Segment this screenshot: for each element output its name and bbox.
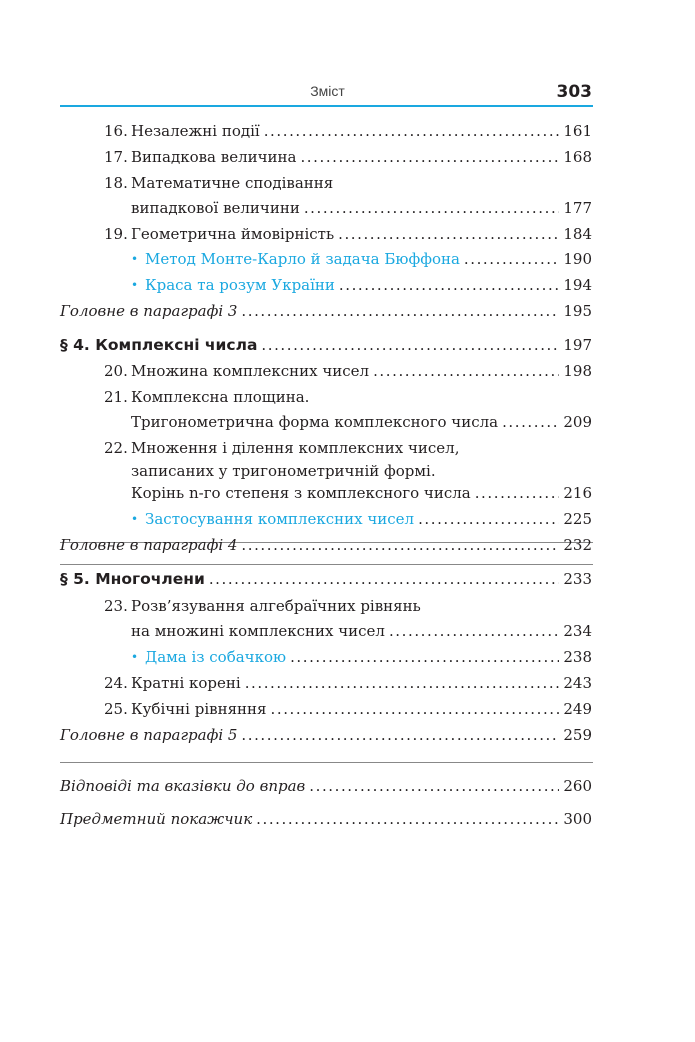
entry-title: § 4. Комплексні числа bbox=[60, 336, 258, 354]
dot-leader bbox=[241, 724, 559, 746]
entry-title: Кратні корені bbox=[131, 674, 241, 692]
entry-page: 249 bbox=[563, 700, 592, 718]
entry-page: 243 bbox=[563, 674, 592, 692]
entry-number: 17. bbox=[104, 148, 128, 166]
bullet-icon: • bbox=[131, 252, 139, 266]
page-number: 303 bbox=[556, 82, 592, 102]
entry-page: 168 bbox=[563, 148, 592, 166]
toc-entry[interactable] bbox=[131, 248, 592, 270]
entry-title: Головне в параграфі 5 bbox=[60, 726, 238, 744]
dot-leader bbox=[241, 300, 559, 322]
header-title: Зміст bbox=[310, 83, 345, 99]
dot-leader bbox=[304, 197, 560, 219]
bullet-icon: • bbox=[131, 278, 139, 292]
toc-entry[interactable] bbox=[131, 646, 592, 668]
toc-entry[interactable] bbox=[104, 223, 592, 245]
toc-entry[interactable] bbox=[131, 274, 592, 296]
entry-number: 16. bbox=[104, 122, 128, 140]
entry-page: 198 bbox=[563, 362, 592, 380]
separator bbox=[60, 762, 593, 763]
toc-entry[interactable] bbox=[131, 482, 592, 504]
dot-leader bbox=[264, 120, 560, 142]
entry-title: Метод Монте-Карло й задача Бюффона bbox=[145, 250, 460, 268]
toc-entry[interactable] bbox=[104, 172, 592, 194]
entry-page: 184 bbox=[563, 225, 592, 243]
dot-leader bbox=[389, 620, 559, 642]
entry-number: 22. bbox=[104, 439, 128, 457]
entry-title: Головне в параграфі 4 bbox=[60, 536, 238, 554]
toc-entry[interactable] bbox=[104, 120, 592, 142]
dot-leader bbox=[373, 360, 559, 382]
entry-page: 233 bbox=[563, 570, 592, 588]
entry-page: 238 bbox=[563, 648, 592, 666]
toc-entry[interactable] bbox=[104, 386, 592, 408]
entry-number: 19. bbox=[104, 225, 128, 243]
toc-entry[interactable] bbox=[60, 534, 592, 556]
toc-entry[interactable] bbox=[60, 300, 592, 322]
dot-leader bbox=[300, 146, 559, 168]
toc-entry[interactable] bbox=[131, 620, 592, 642]
dot-leader bbox=[256, 808, 559, 830]
toc-entry[interactable] bbox=[131, 197, 592, 219]
dot-leader bbox=[338, 223, 559, 245]
entry-page: 190 bbox=[563, 250, 592, 268]
entry-title: Випадкова величина bbox=[131, 148, 297, 166]
entry-title: випадкової величини bbox=[131, 199, 300, 217]
toc-entry[interactable] bbox=[60, 775, 592, 797]
dot-leader bbox=[290, 646, 559, 668]
dot-leader bbox=[271, 698, 560, 720]
toc-entry[interactable] bbox=[104, 698, 592, 720]
toc-entry[interactable] bbox=[60, 334, 592, 356]
entry-title: Кубічні рівняння bbox=[131, 700, 267, 718]
entry-page: 195 bbox=[563, 302, 592, 320]
entry-page: 194 bbox=[563, 276, 592, 294]
entry-title: Предметний покажчик bbox=[60, 810, 253, 828]
entry-title: Комплексна площина. bbox=[131, 388, 310, 406]
entry-number: 18. bbox=[104, 174, 128, 192]
dot-leader bbox=[339, 274, 559, 296]
entry-page: 225 bbox=[563, 510, 592, 528]
entry-number: 20. bbox=[104, 362, 128, 380]
dot-leader bbox=[309, 775, 559, 797]
toc-entry[interactable] bbox=[104, 146, 592, 168]
entry-page: 209 bbox=[563, 413, 592, 431]
toc-entry[interactable] bbox=[131, 508, 592, 530]
entry-title: на множині комплексних чисел bbox=[131, 622, 385, 640]
entry-title: Тригонометрична форма комплексного числа bbox=[131, 413, 499, 431]
entry-title: Краса та розум України bbox=[145, 276, 335, 294]
entry-number: 23. bbox=[104, 597, 128, 615]
entry-title: Незалежні події bbox=[131, 122, 260, 140]
entry-title: Відповіді та вказівки до вправ bbox=[60, 777, 306, 795]
dot-leader bbox=[475, 482, 560, 504]
toc-entry[interactable] bbox=[104, 360, 592, 382]
dot-leader bbox=[464, 248, 559, 270]
toc-entry[interactable] bbox=[104, 437, 592, 459]
toc-entry[interactable] bbox=[60, 724, 592, 746]
dot-leader bbox=[209, 568, 560, 590]
entry-page: 177 bbox=[563, 199, 592, 217]
entry-title: Дама із собачкою bbox=[145, 648, 287, 666]
entry-page: 300 bbox=[563, 810, 592, 828]
dot-leader bbox=[261, 334, 559, 356]
entry-page: 234 bbox=[563, 622, 592, 640]
dot-leader bbox=[241, 534, 559, 556]
entry-title: § 5. Многочлени bbox=[60, 570, 205, 588]
entry-title: Множина комплексних чисел bbox=[131, 362, 370, 380]
header-rule bbox=[60, 105, 593, 107]
bullet-icon: • bbox=[131, 512, 139, 526]
entry-title: Корінь n-го степеня з комплексного числа bbox=[131, 484, 471, 502]
dot-leader bbox=[502, 411, 559, 433]
entry-title: Застосування комплексних чисел bbox=[145, 510, 415, 528]
entry-title: Множення і ділення комплексних чисел, bbox=[131, 439, 460, 457]
toc-entry[interactable] bbox=[104, 672, 592, 694]
entry-number: 25. bbox=[104, 700, 128, 718]
entry-page: 260 bbox=[563, 777, 592, 795]
entry-page: 259 bbox=[563, 726, 592, 744]
entry-page: 216 bbox=[563, 484, 592, 502]
dot-leader bbox=[418, 508, 559, 530]
bullet-icon: • bbox=[131, 650, 139, 664]
entry-title: записаних у тригонометричній формі. bbox=[131, 462, 436, 480]
toc-entry[interactable] bbox=[131, 460, 592, 482]
entry-number: 21. bbox=[104, 388, 128, 406]
entry-page: 232 bbox=[563, 536, 592, 554]
entry-title: Розв’язування алгебраїчних рівнянь bbox=[131, 597, 421, 615]
entry-page: 197 bbox=[563, 336, 592, 354]
toc-entry[interactable] bbox=[104, 595, 592, 617]
toc-entry[interactable] bbox=[60, 808, 592, 830]
entry-title: Геометрична ймовірність bbox=[131, 225, 335, 243]
entry-title: Головне в параграфі 3 bbox=[60, 302, 238, 320]
entry-title: Математичне сподівання bbox=[131, 174, 334, 192]
entry-number: 24. bbox=[104, 674, 128, 692]
toc-entry[interactable] bbox=[60, 568, 592, 590]
toc-entry[interactable] bbox=[131, 411, 592, 433]
dot-leader bbox=[245, 672, 560, 694]
entry-page: 161 bbox=[563, 122, 592, 140]
separator bbox=[60, 564, 593, 565]
